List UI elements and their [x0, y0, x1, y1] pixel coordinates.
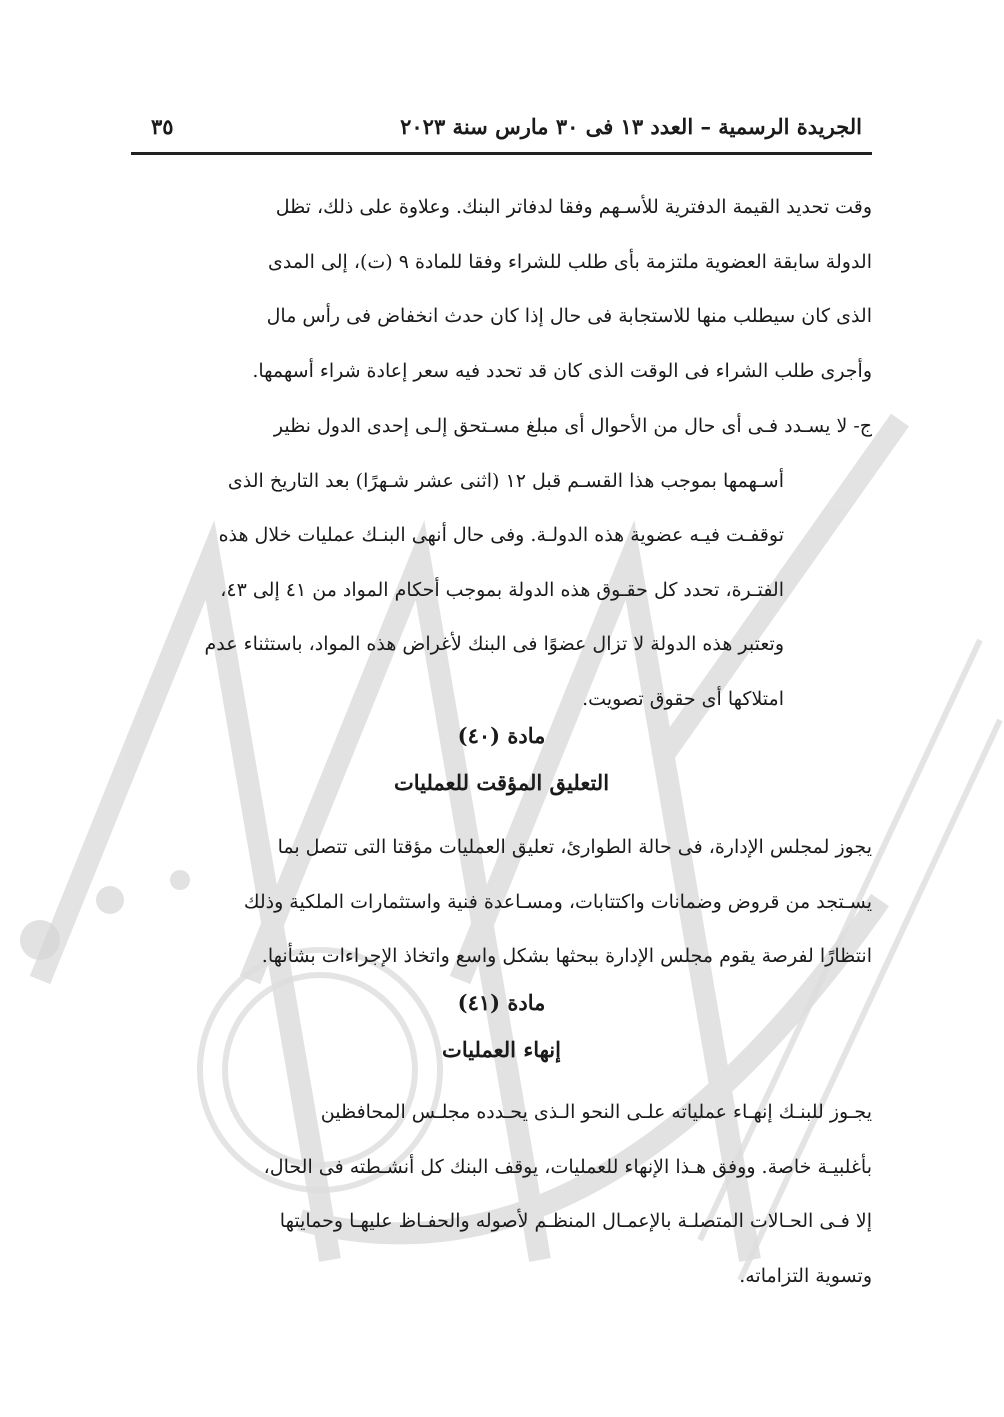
text-line: يسـتجد من قروض وضمانات واكتتابات، ومسـاعدة فنية واستثمارات الملكية وذلك — [243, 890, 872, 913]
article-41-body — [131, 1085, 872, 1303]
text-line: وقت تحديد القيمة الدفترية للأسـهم وفقا لدفاتر البنك. وعلاوة على ذلك، تظل — [275, 196, 872, 218]
article-40-title: التعليق المؤقت للعمليات — [393, 770, 610, 795]
text-line: توقفـت فيـه عضوية هذه الدولـة. وفى حال أنهى البنـك عمليات خلال هذه — [218, 524, 784, 547]
text-line: الذى كان سيطلب منها للاستجابة فى حال إذا كان حدث انخفاض فى رأس مال — [266, 305, 872, 328]
page-number: ٣٥ — [151, 114, 174, 139]
text-line: أسـهمها بموجب هذا القسـم قبل ١٢ (اثنى عشر شـهرًا) بعد التاريخ الذى — [227, 469, 784, 492]
text-line: وتعتبر هذه الدولة لا تزال عضوًا فى البنك لأغراض هذه المواد، باستثناء عدم — [204, 633, 784, 656]
page-header — [131, 108, 872, 155]
text-line: وأجرى طلب الشراء فى الوقت الذى كان قد تحدد فيه سعر إعادة شراء أسهمها. — [252, 359, 872, 382]
text-line: ج- لا يسـدد فـى أى حال من الأحوال أى مبلغ مسـتحق إلـى إحدى الدول نظير — [273, 415, 872, 437]
text-line: إلا فـى الحـالات المتصلـة بالإعمـال المنظـم لأصوله والحفـاظ عليهـا وحمايتها — [279, 1210, 872, 1233]
article-40-number: مادة (٤٠) — [457, 723, 546, 748]
text-line: الدولة سابقة العضوية ملتزمة بأى طلب للشراء وفقا للمادة ٩ (ت)، إلى المدى — [267, 250, 872, 273]
paragraph-continuation — [131, 180, 872, 398]
text-line: امتلاكها أى حقوق تصويت. — [582, 687, 784, 710]
article-41-number: مادة (٤١) — [457, 990, 546, 1015]
article-41-title: إنهاء العمليات — [442, 1037, 561, 1062]
article-40-body — [131, 820, 872, 984]
text-line: وتسوية التزاماته. — [739, 1264, 872, 1287]
text-line: بأغلبيـة خاصة. ووفق هـذا الإنهاء للعمليات، يوقف البنك كل أنشـطته فى الحال، — [263, 1155, 872, 1178]
text-line: يجـوز للبنـك إنهـاء عملياته علـى النحو الـذى يحـدده مجلـس المحافظين — [320, 1101, 872, 1123]
text-line: الفتـرة، تحدد كل حقـوق هذه الدولة بموجب أحكام المواد من ٤١ إلى ٤٣، — [220, 578, 784, 601]
text-line: انتظارًا لفرصة يقوم مجلس الإدارة ببحثها بشكل واسع واتخاذ الإجراءات بشأنها. — [261, 945, 872, 968]
text-line: يجوز لمجلس الإدارة، فى حالة الطوارئ، تعليق العمليات مؤقتا التى تتصل بما — [277, 836, 872, 858]
clause-c — [131, 399, 872, 727]
header-title: الجريدة الرسمية – العدد ١٣ فى ٣٠ مارس سنة ٢٠٢٣ — [400, 114, 862, 139]
